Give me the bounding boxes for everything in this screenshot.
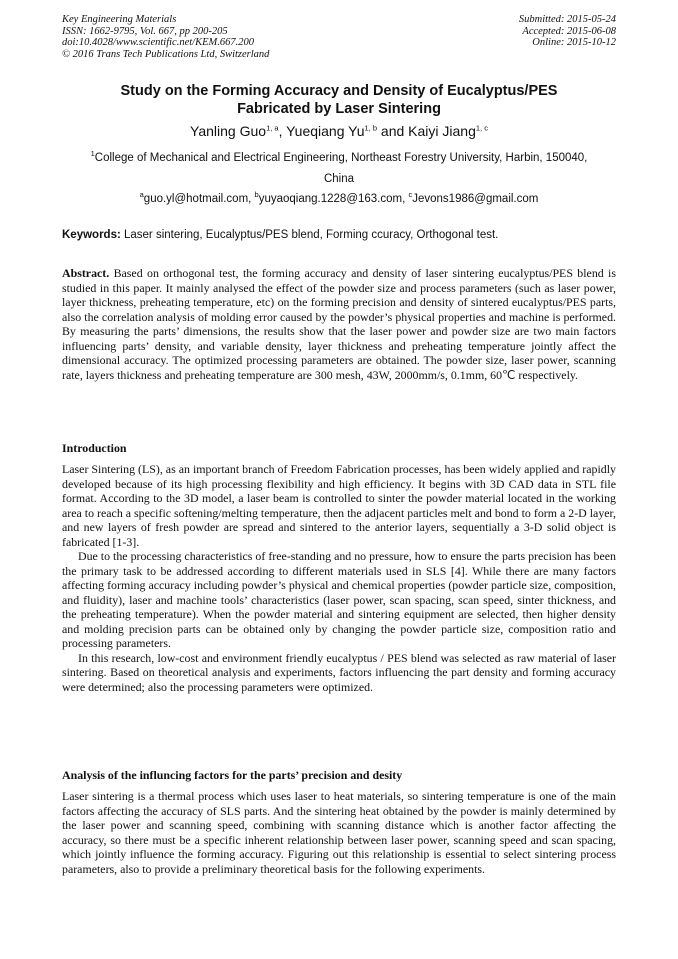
title-line-2: Fabricated by Laser Sintering: [237, 101, 441, 117]
author-separator: and: [377, 123, 409, 139]
author-superscript: 1, c: [475, 123, 488, 133]
paragraph: Due to the processing characteristics of free-standing and no pressure, how to ensure the parts precision has been the primary task to be addressed according to different materials used in SLS [4]. While there are many factors affecting forming accuracy including powder’s physical and chemical properties (powder particle size, composition, and fluidity), laser and machine tools’ characteristics (laser power, scan spacing, scan speed, sinter thickness, and the preheating temperature). When the powder material and sintering equipment are selected, then higher density and molding precision parts can be obtained only by changing the powder particle size, composition ratio and processing parameters.: [62, 549, 616, 650]
abstract-text: Based on orthogonal test, the forming accuracy and density of laser sintering eucalyptus/PES blend is studied in this paper. It mainly analysed the effect of the powder size and process parameters (such as laser power, layer thickness, preheating temperature, etc) on the forming precision and density of sintered eucalyptus/PES parts, also the correlation analysis of molding error caused by the powder’s physical properties and machine is performed. By measuring the parts’ dimensions, the results show that the laser power and powder size are two main factors influencing parts’ density, and variable density, layer thickness and preheating temperature jointly affect the dimensional accuracy. The optimized processing parameters are obtained. The powder size, laser power, scanning rate, layers thickness and preheating temperature are 300 mesh, 43W, 2000mm/s, 0.1mm, 60℃ respectively.: [62, 266, 616, 382]
paper-title: [62, 82, 616, 118]
author-superscript: 1, b: [364, 123, 378, 133]
introduction-heading: Introduction: [62, 441, 127, 455]
author-emails: [62, 191, 616, 207]
keywords-text: Laser sintering, Eucalyptus/PES blend, Forming ccuracy, Orthogonal test.: [120, 229, 499, 241]
email-superscript: c: [408, 190, 413, 200]
author-name: Yueqiang Yu: [286, 123, 365, 139]
paragraph: Laser sintering is a thermal process which uses laser to heat materials, so sintering temperature is one of the main factors affecting the accuracy of SLS parts. And the sintering heat obtained by the powder is mainly determined by the laser power and scanning speed, combining with scanning distance which is another factor affecting the accuracy, so there must be a specific inherent relationship between laser power, scanning speed and scan spacing, which jointly influence the forming accuracy. Figuring out this relationship is essential to select sintering process parameters, also to provide a preliminary theoretical basis for the following experiments.: [62, 789, 616, 876]
abstract: [62, 266, 616, 382]
author-separator: ,: [278, 123, 287, 139]
affiliation: [62, 148, 616, 190]
author-name: Kaiyi Jiang: [408, 123, 476, 139]
paragraph: Laser Sintering (LS), as an important branch of Freedom Fabrication processes, has been widely applied and rapidly developed because of its high processing flexibility and high efficiency. It begins with 3D CAD data in STL file format. According to the 3D model, a laser beam is controlled to sinter the powder material located in the working area to reach a specific softening/melting temperature, then the adjacent particles melt and bond to form a 2-D layer, and new layers of fresh powder are spread and sintered to the anterior layers, sequentially a 3-D solid object is fabricated [1-3].: [62, 462, 616, 549]
keywords: [62, 227, 616, 243]
email-address: Jevons1986@gmail.com: [412, 193, 539, 205]
header-right: [519, 14, 616, 49]
online-date: Online: 2015-10-12: [532, 37, 616, 48]
abstract-label: Abstract.: [62, 266, 110, 280]
email-address: yuyaoqiang.1228@163.com,: [258, 193, 409, 205]
email-superscript: a: [139, 190, 144, 200]
affiliation-text: College of Mechanical and Electrical Engineering, Northeast Forestry University, Harbin, 150040,: [94, 152, 588, 164]
issn-line: ISSN: 1662-9795, Vol. 667, pp 200-205: [62, 25, 228, 37]
email-superscript: b: [254, 190, 259, 200]
introduction-section: [62, 462, 616, 694]
submitted-date: Submitted: 2015-05-24: [518, 14, 616, 25]
keywords-label: Keywords:: [62, 229, 121, 241]
paragraph: In this research, low-cost and environment friendly eucalyptus / PES blend was selected as raw material of laser sintering. Based on theoretical analysis and experiments, factors influencing the part density and forming accuracy were determined; also the processing parameters were optimized.: [62, 650, 616, 694]
header-left: [62, 14, 269, 60]
title-line-1: Study on the Forming Accuracy and Density of Eucalyptus/PES: [120, 83, 558, 99]
email-address: guo.yl@hotmail.com,: [143, 193, 255, 205]
accepted-date: Accepted: 2015-06-08: [522, 25, 616, 37]
affiliation-superscript: 1: [90, 149, 95, 159]
affiliation-country: China: [323, 173, 355, 185]
author-list: [62, 122, 616, 140]
analysis-heading: Analysis of the influncing factors for the parts’ precision and desity: [62, 768, 403, 782]
author-name: Yanling Guo: [190, 123, 267, 139]
journal-name: Key Engineering Materials: [62, 14, 177, 25]
copyright-line: © 2016 Trans Tech Publications Ltd, Switzerland: [62, 48, 270, 60]
analysis-section: [62, 789, 616, 876]
author-superscript: 1, a: [266, 123, 279, 133]
doi-line: doi:10.4028/www.scientific.net/KEM.667.200: [62, 37, 254, 48]
